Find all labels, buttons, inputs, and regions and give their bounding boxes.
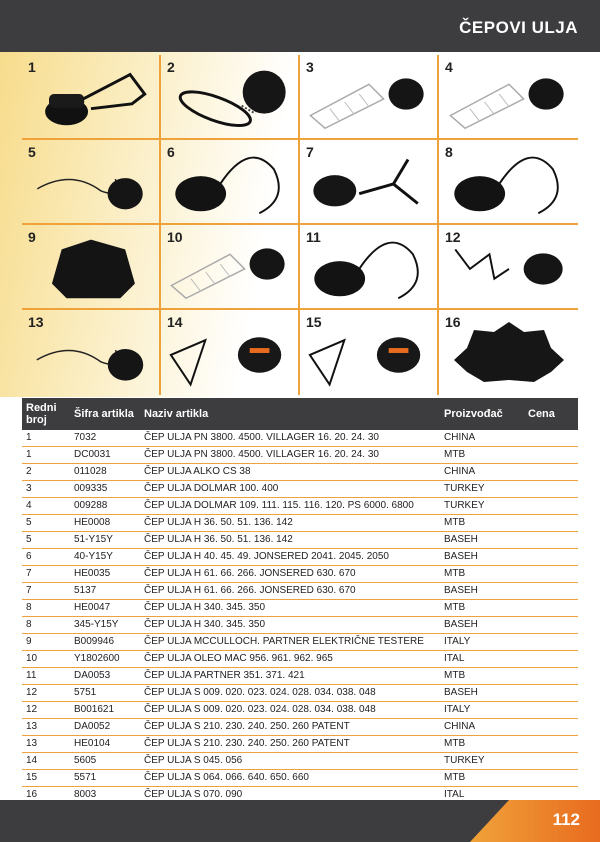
- table-row: [22, 617, 578, 634]
- product-image-cell: [161, 55, 300, 140]
- table-row: [22, 753, 578, 770]
- cell-redni-broj: 7: [22, 566, 70, 583]
- product-image-cell: [300, 140, 439, 225]
- cell-sifra: 5571: [70, 770, 140, 787]
- cell-cena: [524, 651, 578, 668]
- cap-with-tab-icon: [22, 55, 159, 138]
- product-image-cell: [161, 225, 300, 310]
- cell-naziv: ČEP ULJA MCCULLOCH. PARTNER ELEKTRIČNE TESTERE: [140, 634, 440, 651]
- cell-sifra: DA0052: [70, 719, 140, 736]
- cell-redni-broj: 1: [22, 430, 70, 447]
- product-number: 11: [306, 229, 321, 245]
- product-number: 4: [445, 59, 453, 75]
- cell-cena: [524, 515, 578, 532]
- product-number: 14: [167, 314, 183, 330]
- cell-naziv: ČEP ULJA H 61. 66. 266. JONSERED 630. 670: [140, 566, 440, 583]
- cell-naziv: ČEP ULJA S 064. 066. 640. 650. 660: [140, 770, 440, 787]
- cell-naziv: ČEP ULJA DOLMAR 100. 400: [140, 481, 440, 498]
- cell-cena: [524, 719, 578, 736]
- cell-redni-broj: 14: [22, 753, 70, 770]
- table-row: [22, 719, 578, 736]
- cell-cena: [524, 702, 578, 719]
- product-image-cell: [300, 55, 439, 140]
- cell-cena: [524, 668, 578, 685]
- cap-with-mesh-icon: [439, 55, 578, 138]
- product-image-cell: [22, 140, 161, 225]
- cell-cena: [524, 736, 578, 753]
- product-image-cell: [22, 310, 161, 395]
- table-row: [22, 515, 578, 532]
- table-row: [22, 430, 578, 447]
- table-row: [22, 702, 578, 719]
- cell-redni-broj: 16: [22, 787, 70, 804]
- table-row: [22, 668, 578, 685]
- cell-naziv: ČEP ULJA OLEO MAC 956. 961. 962. 965: [140, 651, 440, 668]
- large-cap-icon: [22, 225, 159, 308]
- page-title: ČEPOVI ULJA: [459, 18, 578, 37]
- product-image-cell: [300, 310, 439, 395]
- cell-redni-broj: 12: [22, 685, 70, 702]
- cell-proizvodjac: BASEH: [440, 617, 524, 634]
- cell-sifra: 5605: [70, 753, 140, 770]
- product-number: 7: [306, 144, 314, 160]
- product-number: 15: [306, 314, 322, 330]
- cell-naziv: ČEP ULJA ALKO CS 38: [140, 464, 440, 481]
- cell-sifra: 7032: [70, 430, 140, 447]
- table-row: [22, 549, 578, 566]
- cell-proizvodjac: MTB: [440, 770, 524, 787]
- cell-proizvodjac: CHINA: [440, 719, 524, 736]
- cell-sifra: 8003: [70, 787, 140, 804]
- cell-naziv: ČEP ULJA S 210. 230. 240. 250. 260 PATENT: [140, 719, 440, 736]
- cap-with-loop-icon: [439, 140, 578, 223]
- cell-naziv: ČEP ULJA S 070. 090: [140, 787, 440, 804]
- product-image-cell: [22, 225, 161, 310]
- cell-redni-broj: 9: [22, 634, 70, 651]
- cell-proizvodjac: CHINA: [440, 464, 524, 481]
- footer-accent: [470, 800, 600, 842]
- table-row: [22, 498, 578, 515]
- cell-sifra: DA0053: [70, 668, 140, 685]
- cell-sifra: 5137: [70, 583, 140, 600]
- cap-with-y-strap-icon: [300, 140, 437, 223]
- product-number: 13: [28, 314, 44, 330]
- cell-proizvodjac: MTB: [440, 736, 524, 753]
- cell-sifra: B001621: [70, 702, 140, 719]
- cell-redni-broj: 13: [22, 719, 70, 736]
- cell-sifra: B009946: [70, 634, 140, 651]
- cell-redni-broj: 12: [22, 702, 70, 719]
- cell-naziv: ČEP ULJA H 36. 50. 51. 136. 142: [140, 532, 440, 549]
- product-number: 5: [28, 144, 36, 160]
- cell-proizvodjac: BASEH: [440, 685, 524, 702]
- cell-naziv: ČEP ULJA PARTNER 351. 371. 421: [140, 668, 440, 685]
- cell-cena: [524, 498, 578, 515]
- cell-sifra: 51-Y15Y: [70, 532, 140, 549]
- table-row: [22, 736, 578, 753]
- cell-sifra: DC0031: [70, 447, 140, 464]
- product-number: 12: [445, 229, 461, 245]
- cell-sifra: 5751: [70, 685, 140, 702]
- cell-redni-broj: 4: [22, 498, 70, 515]
- cell-cena: [524, 770, 578, 787]
- product-number: 1: [28, 59, 36, 75]
- product-number: 8: [445, 144, 453, 160]
- product-number: 16: [445, 314, 461, 330]
- table-row: [22, 464, 578, 481]
- cell-naziv: ČEP ULJA H 40. 45. 49. JONSERED 2041. 2045. 2050: [140, 549, 440, 566]
- cell-cena: [524, 753, 578, 770]
- table-row: [22, 600, 578, 617]
- cell-naziv: ČEP ULJA H 340. 345. 350: [140, 600, 440, 617]
- product-image-cell: [439, 55, 578, 140]
- product-image-cell: [161, 140, 300, 225]
- cell-naziv: ČEP ULJA DOLMAR 109. 111. 115. 116. 120. PS 6000. 6800: [140, 498, 440, 515]
- product-number: 3: [306, 59, 314, 75]
- cell-naziv: ČEP ULJA H 340. 345. 350: [140, 617, 440, 634]
- cell-cena: [524, 685, 578, 702]
- cell-redni-broj: 8: [22, 600, 70, 617]
- cell-proizvodjac: MTB: [440, 515, 524, 532]
- cell-sifra: 009288: [70, 498, 140, 515]
- table-row: [22, 566, 578, 583]
- header-proizvodjac: Proizvođač: [444, 408, 503, 420]
- cell-redni-broj: 6: [22, 549, 70, 566]
- cell-sifra: HE0008: [70, 515, 140, 532]
- page-number: 112: [552, 810, 580, 829]
- table-row: [22, 447, 578, 464]
- cap-with-cord-icon: [22, 140, 159, 223]
- cell-cena: [524, 481, 578, 498]
- product-image-cell: [22, 55, 161, 140]
- cell-proizvodjac: ITALY: [440, 634, 524, 651]
- cell-cena: [524, 600, 578, 617]
- cell-redni-broj: 11: [22, 668, 70, 685]
- cell-redni-broj: 1: [22, 447, 70, 464]
- cell-sifra: 345-Y15Y: [70, 617, 140, 634]
- cell-cena: [524, 617, 578, 634]
- cell-sifra: 011028: [70, 464, 140, 481]
- product-image-cell: [161, 310, 300, 395]
- table-row: [22, 532, 578, 549]
- cell-proizvodjac: ITAL: [440, 651, 524, 668]
- cell-naziv: ČEP ULJA S 045. 056: [140, 753, 440, 770]
- product-table: [22, 398, 578, 804]
- cap-with-chain-icon: [161, 55, 298, 138]
- table-row: [22, 634, 578, 651]
- page-footer: [0, 800, 600, 842]
- cell-proizvodjac: ITALY: [440, 702, 524, 719]
- cell-redni-broj: 13: [22, 736, 70, 753]
- table-row: [22, 685, 578, 702]
- cap-with-loop-icon: [161, 140, 298, 223]
- cell-proizvodjac: TURKEY: [440, 498, 524, 515]
- cell-sifra: Y1802600: [70, 651, 140, 668]
- table-header-row: [22, 398, 578, 430]
- cell-sifra: 40-Y15Y: [70, 549, 140, 566]
- cell-sifra: HE0035: [70, 566, 140, 583]
- cell-sifra: 009335: [70, 481, 140, 498]
- product-image-cell: [439, 310, 578, 395]
- cell-proizvodjac: TURKEY: [440, 753, 524, 770]
- product-number: 10: [167, 229, 183, 245]
- cell-proizvodjac: MTB: [440, 566, 524, 583]
- cell-redni-broj: 10: [22, 651, 70, 668]
- cell-naziv: ČEP ULJA PN 3800. 4500. VILLAGER 16. 20. 24. 30: [140, 447, 440, 464]
- cell-naziv: ČEP ULJA H 36. 50. 51. 136. 142: [140, 515, 440, 532]
- cap-with-mesh-icon: [300, 55, 437, 138]
- product-number: 6: [167, 144, 175, 160]
- cell-redni-broj: 5: [22, 532, 70, 549]
- cell-cena: [524, 583, 578, 600]
- header-cena: Cena: [528, 408, 555, 420]
- cell-redni-broj: 5: [22, 515, 70, 532]
- cell-proizvodjac: ITAL: [440, 787, 524, 804]
- table-row: [22, 481, 578, 498]
- cell-cena: [524, 566, 578, 583]
- cell-proizvodjac: CHINA: [440, 430, 524, 447]
- product-image-cell: [439, 225, 578, 310]
- cell-naziv: ČEP ULJA H 61. 66. 266. JONSERED 630. 670: [140, 583, 440, 600]
- cell-cena: [524, 549, 578, 566]
- cell-proizvodjac: BASEH: [440, 532, 524, 549]
- cell-naziv: ČEP ULJA S 009. 020. 023. 024. 028. 034. 038. 048: [140, 685, 440, 702]
- cell-redni-broj: 7: [22, 583, 70, 600]
- product-image-grid: [22, 55, 578, 395]
- product-image-cell: [300, 225, 439, 310]
- table-row: [22, 770, 578, 787]
- cell-cena: [524, 430, 578, 447]
- cell-sifra: HE0104: [70, 736, 140, 753]
- product-image-cell: [439, 140, 578, 225]
- cell-sifra: HE0047: [70, 600, 140, 617]
- cell-proizvodjac: MTB: [440, 600, 524, 617]
- cell-proizvodjac: MTB: [440, 447, 524, 464]
- product-table-wrap: [22, 398, 578, 804]
- cell-redni-broj: 2: [22, 464, 70, 481]
- cell-naziv: ČEP ULJA PN 3800. 4500. VILLAGER 16. 20. 24. 30: [140, 430, 440, 447]
- table-row: [22, 651, 578, 668]
- cell-cena: [524, 532, 578, 549]
- cell-cena: [524, 447, 578, 464]
- cell-cena: [524, 464, 578, 481]
- header-naziv-artikla: Naziv artikla: [144, 408, 209, 420]
- cell-proizvodjac: MTB: [440, 668, 524, 685]
- header-sifra-artikla: Šifra artikla: [74, 408, 134, 420]
- cell-cena: [524, 634, 578, 651]
- header-redni-broj: Redni broj: [26, 402, 57, 426]
- cell-redni-broj: 8: [22, 617, 70, 634]
- cell-naziv: ČEP ULJA S 009. 020. 023. 024. 028. 034. 038. 048: [140, 702, 440, 719]
- page-header: [0, 0, 600, 52]
- cell-redni-broj: 3: [22, 481, 70, 498]
- cell-proizvodjac: BASEH: [440, 583, 524, 600]
- cell-naziv: ČEP ULJA S 210. 230. 240. 250. 260 PATENT: [140, 736, 440, 753]
- product-number: 2: [167, 59, 175, 75]
- product-number: 9: [28, 229, 36, 245]
- cell-redni-broj: 15: [22, 770, 70, 787]
- cell-proizvodjac: TURKEY: [440, 481, 524, 498]
- table-row: [22, 583, 578, 600]
- cell-proizvodjac: BASEH: [440, 549, 524, 566]
